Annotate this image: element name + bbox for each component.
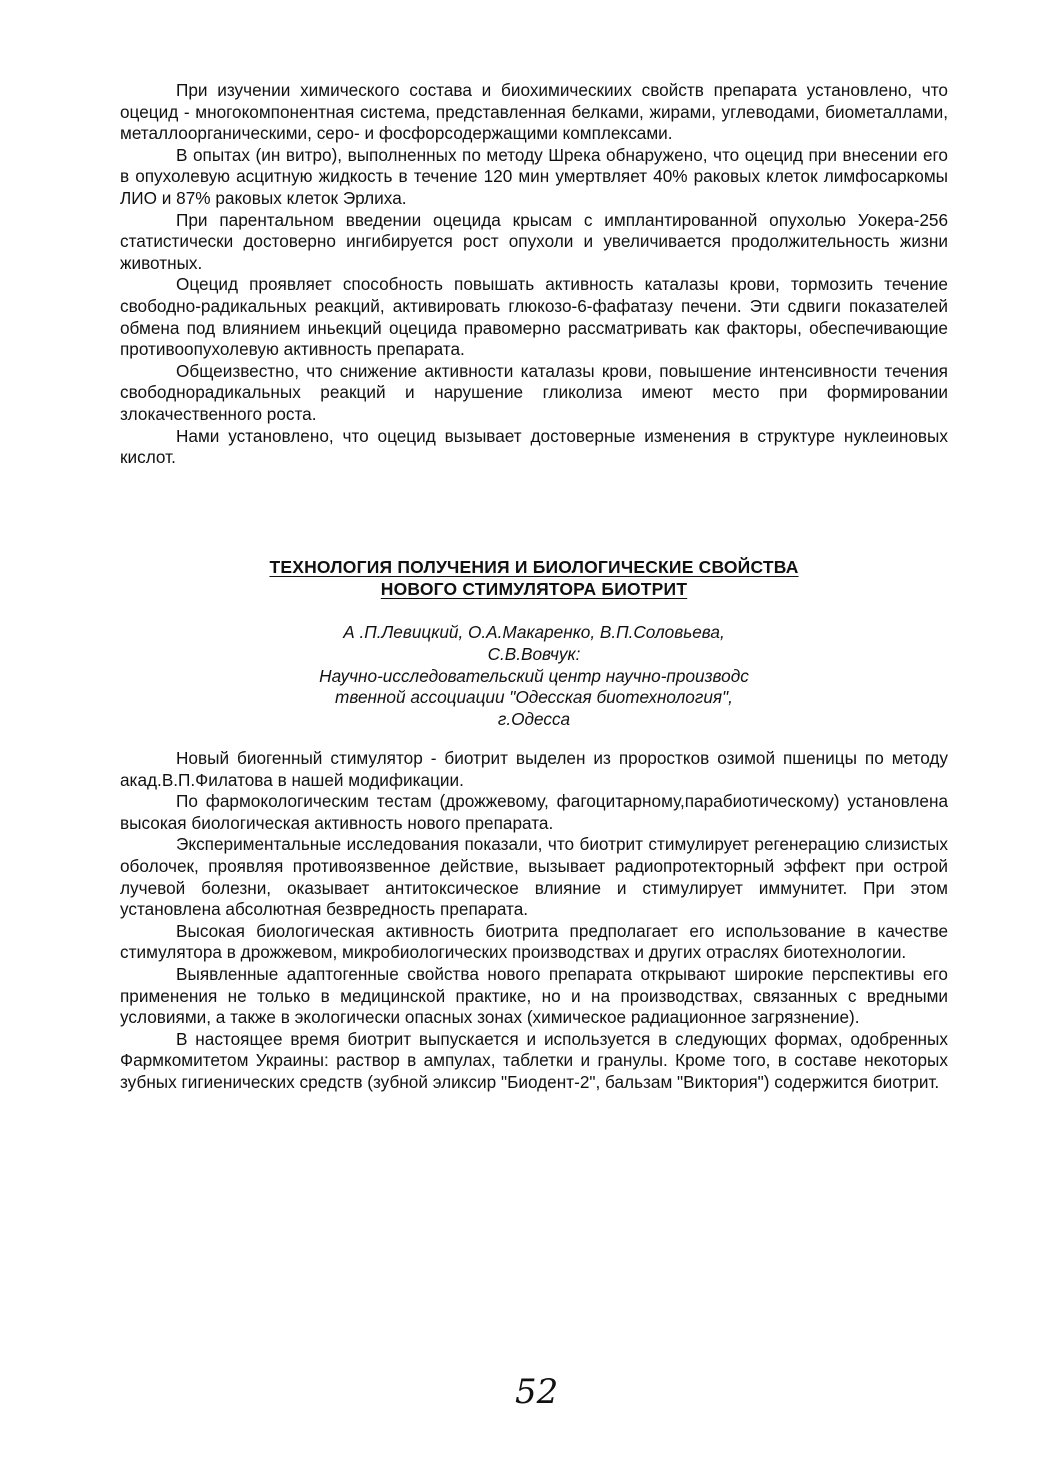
paragraph: Выявленные адаптогенные свойства нового препарата открывают широкие перспективы его применения не только в медицинской практике, но и на производствах, связанных с вредными условиями, а также в экологически опасных зонах (химическое радиационное загрязнение). xyxy=(120,963,948,1028)
page-number: 52 xyxy=(515,1372,559,1412)
paragraph: Общеизвестно, что снижение активности каталазы крови, повышение интенсивности течения свободнорадикальных реакций и нарушение гликолиза имеют место при формировании злокачественного роста. xyxy=(120,360,948,424)
paragraph: В настоящее время биотрит выпускается и используется в следующих формах, одобренных Фармкомитетом Украины: раствор в ампулах, таблетки и гранулы. Кроме того, в составе некоторых зубных гигиенических средств (зубной эликсир "Биодент-2", бальзам "Виктория") содержится биотрит. xyxy=(120,1028,948,1092)
section2-body xyxy=(120,748,948,1094)
paragraph: Нами установлено, что оцецид вызывает достоверные изменения в структуре нуклеиновых кислот. xyxy=(120,425,948,468)
authors-line: С.В.Вовчук: xyxy=(487,643,581,664)
affiliation-line: Научно-исследовательский центр научно-производс xyxy=(319,665,749,686)
paragraph: Новый биогенный стимулятор - биотрит выделен из проростков озимой пшеницы по методу акад.В.П.Филатова в нашей модификации. xyxy=(120,748,948,790)
paragraph: Экспериментальные исследования показали, что биотрит стимулирует регенерацию слизистых оболочек, проявляя противоязвенное действие, вызывает радиопротекторный эффект при острой лучевой болезни, оказывает антитоксическое влияние и стимулирует иммунитет. При этом установлена абсолютная безвредность препарата. xyxy=(120,834,948,920)
paragraph: При парентальном введении оцецида крысам с имплантированной опухолью Уокера-256 статистически достоверно ингибируется рост опухоли и увеличивается продолжительность жизни животных. xyxy=(120,209,948,273)
article-title-line: ТЕХНОЛОГИЯ ПОЛУЧЕНИЯ И БИОЛОГИЧЕСКИЕ СВОЙСТВА xyxy=(269,557,799,577)
affiliation-line: твенной ассоциации "Одесская биотехнология", xyxy=(335,687,733,708)
paragraph: В опытах (ин витро), выполненных по методу Шрека обнаружено, что оцецид при внесении его в опухолевую асцитную жидкость в течение 120 мин умертвляет 40% раковых клеток лимфосаркомы ЛИО и 87% раковых клеток Эрлиха. xyxy=(120,144,948,208)
authors-line: А .П.Левицкий, О.А.Макаренко, В.П.Соловьева, xyxy=(343,622,725,642)
paragraph: Высокая биологическая активность биотрита предполагает его использование в качестве стимулятора в дрожжевом, микробиологических производствах и других отраслях биотехнологии. xyxy=(120,920,948,963)
article-title-line: НОВОГО СТИМУЛЯТОРА БИОТРИТ xyxy=(380,579,688,599)
article-title xyxy=(120,556,948,600)
authors-block xyxy=(120,622,948,731)
paragraph: По фармокологическим тестам (дрожжевому, фагоцитарному,парабиотическому) установлена высокая биологическая активность нового препарата. xyxy=(120,791,948,833)
affiliation-line: г.Одесса xyxy=(497,709,571,730)
paragraph: При изучении химического состава и биохимическиих свойств препарата установлено, что оцецид - многокомпонентная система, представленная белками, жирами, углеводами, биометаллами, металлоорганическими, серо- и фосфорсодержащими комплексами. xyxy=(120,80,948,144)
paragraph: Оцецид проявляет способность повышать активность каталазы крови, тормозить течение свободно-радикальных реакций, активировать глюкозо-6-фафатазу печени. Эти сдвиги показателей обмена под влиянием иньекций оцецида правомерно рассматривать как факторы, обеспечивающие противоопухолевую активность препарата. xyxy=(120,274,948,360)
section1-body xyxy=(120,80,948,469)
